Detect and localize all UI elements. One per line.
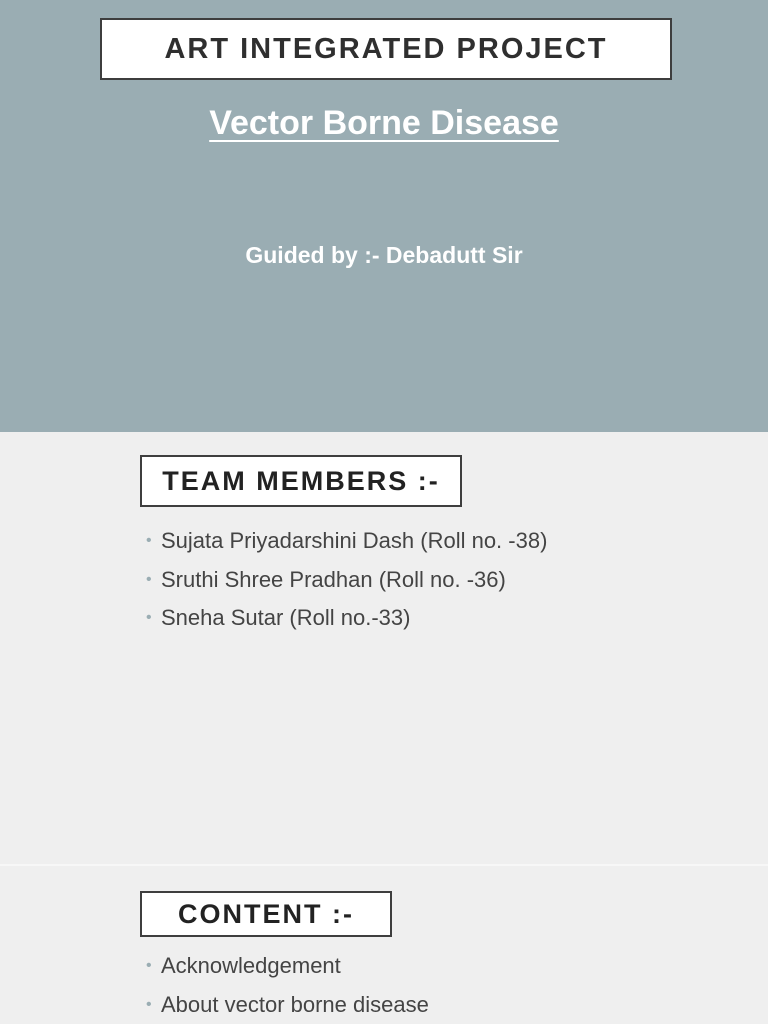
title-box (100, 18, 672, 80)
list-item (146, 561, 547, 600)
project-subtitle: Vector Borne Disease (209, 104, 559, 142)
team-heading-box (140, 455, 462, 507)
team-heading: TEAM MEMBERS :- (162, 465, 440, 496)
content-item: About vector borne disease (161, 991, 429, 1017)
content-slide (0, 866, 768, 1024)
content-item: Acknowledgement (161, 953, 341, 978)
bullet-icon: • (146, 609, 152, 626)
cover-slide (0, 0, 768, 432)
content-heading-box (140, 891, 392, 937)
list-item (146, 522, 547, 561)
team-member: Sujata Priyadarshini Dash (Roll no. -38) (161, 528, 548, 553)
bullet-icon: • (146, 957, 152, 974)
guided-by-text: Guided by :- Debadutt Sir (245, 242, 523, 268)
list-item (146, 599, 547, 638)
project-title: ART INTEGRATED PROJECT (164, 32, 608, 65)
team-member: Sneha Sutar (Roll no.-33) (161, 605, 411, 630)
bullet-icon: • (146, 570, 152, 588)
content-heading: CONTENT :- (178, 898, 354, 929)
list-item (146, 947, 429, 986)
team-slide (0, 432, 768, 864)
team-member: Sruthi Shree Pradhan (Roll no. -36) (161, 566, 506, 592)
list-item (146, 986, 429, 1024)
bullet-icon: • (146, 532, 152, 549)
team-members-list (146, 522, 547, 638)
bullet-icon: • (146, 995, 152, 1013)
content-list (146, 947, 429, 1024)
